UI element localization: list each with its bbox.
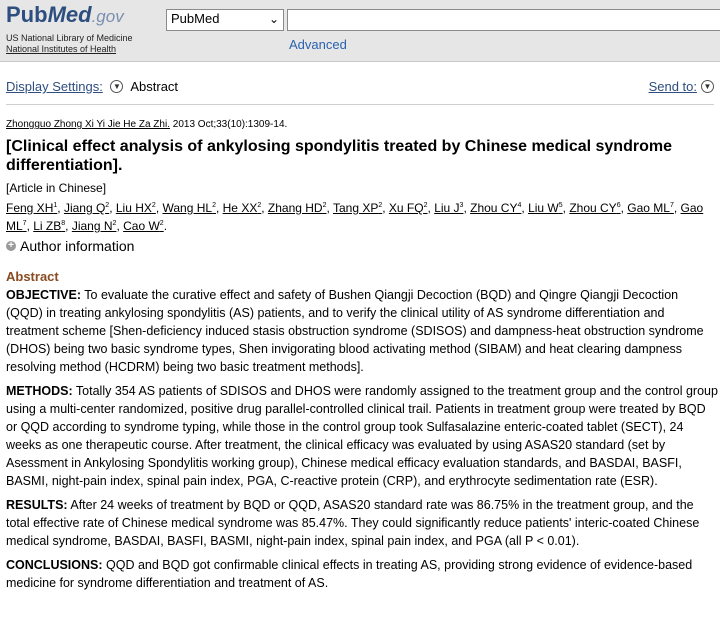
display-toolbar [6, 79, 714, 97]
author-information-toggle[interactable] [6, 238, 134, 254]
send-to-label: Send to: [648, 79, 697, 94]
author-link[interactable]: Cao $W^2$ [123, 219, 164, 233]
author-information-label: Author information [20, 238, 135, 254]
pubmed-logo[interactable] [6, 2, 124, 28]
chevron-down-icon[interactable]: ▼ [110, 80, 123, 93]
chevron-down-icon: ⌄ [268, 12, 279, 26]
format-label: Abstract [130, 79, 179, 94]
logo-gov-text: .gov [91, 7, 124, 26]
nlm-line[interactable]: US National Library of Medicine [6, 33, 133, 43]
abstract-section [6, 556, 718, 592]
citation-details: 2013 Oct;33(10):1309-14. [169, 119, 288, 130]
expand-plus-icon: + [6, 241, 16, 251]
nlm-attribution [6, 33, 133, 55]
author-link[interactable]: Li $ZB^8$ [33, 219, 66, 233]
section-label: OBJECTIVE: [6, 288, 82, 302]
author-link[interactable]: Tang $XP^2$ [332, 201, 383, 215]
logo-pub-text: Pub [6, 2, 48, 27]
author-link[interactable]: Feng $XH^1$ [6, 201, 58, 215]
author-link[interactable]: Gao $ML^7$ [627, 201, 674, 215]
abstract-body [6, 286, 718, 598]
advanced-search-link[interactable]: Advanced [289, 37, 347, 52]
author-link[interactable]: Gao $ML^7$ [6, 201, 704, 233]
citation [6, 119, 287, 130]
abstract-section [6, 496, 718, 550]
abstract-heading: Abstract [6, 269, 59, 284]
search-input[interactable] [287, 9, 720, 31]
journal-link[interactable]: Zhongguo Zhong Xi Yi Jie He Za Zhi. [6, 119, 170, 130]
database-value: PubMed [171, 11, 220, 26]
chevron-down-icon: ▼ [701, 80, 714, 93]
logo-med-text: Med [47, 2, 92, 27]
section-text: To evaluate the curative effect and safety of Bushen Qiangji Decoction (BQD) and Qingre Qiangji Decoction (QQD) in treating ankylosing spondylitis (AS) patients, and to verify the clinical utility of AS syndrome differentiation and treatment scheme [Shen-deficiency induced stasis obstruction syndrome (SDISOS) and dampness-heat obstruction syndrome (DHOS) being two basic syndrome types, Shen invigorating blood activating method (SIBAM) and heat clearing dampness resolving method (HCDRM) being two basic treatment methods]. [6, 288, 704, 374]
author-link[interactable]: Liu $HX^2$ [115, 201, 156, 215]
display-settings-link[interactable]: Display Settings: [6, 79, 103, 94]
database-select[interactable] [166, 9, 284, 31]
author-link[interactable]: Xu $FQ^2$ [388, 201, 428, 215]
section-label: METHODS: [6, 384, 73, 398]
send-to-link[interactable] [649, 79, 714, 95]
section-label: RESULTS: [6, 498, 68, 512]
section-text: After 24 weeks of treatment by BQD or QQD, ASAS20 standard rate was 86.75% in the treatment group, and the total effective rate of Chinese medical syndrome was 85.47%. They could significantly reduce patients' interic-coated Chinese medical syndrome, BASDAI, BASFI, BASMI, night-pain index, spinal pain index, and PGA (all P < 0.01). [6, 498, 700, 548]
author-list: Feng $XH^1$, Jiang $Q^2$, Liu $HX^2$, Wang $HL^2$, He $XX^2$, Zhang $HD^2$, Tang $XP^2$, Xu $FQ^2$, Liu $J^3$, Zhou $CY^4$, Liu $W^5$, Zhou $CY^6$, Gao $ML^7$, Gao $ML^7$, Li $ZB^8$, Jiang $N^2$, Cao $W^2$. [6, 201, 704, 233]
author-link[interactable]: Liu $W^5$ [528, 201, 563, 215]
section-text: QQD and BQD got confirmable clinical effects in treating AS, providing strong evidence of evidence-based medicine for syndrome differentiation and treatment of AS. [6, 558, 693, 590]
article-title: [Clinical effect analysis of ankylosing spondylitis treated by Chinese medical syndrome differentiation]. [6, 138, 672, 174]
author-link[interactable]: Zhang $HD^2$ [267, 201, 327, 215]
masthead [0, 0, 720, 62]
author-link[interactable]: Zhou $CY^6$ [569, 201, 621, 215]
author-link[interactable]: Zhou $CY^4$ [470, 201, 522, 215]
author-link[interactable]: Wang $HL^2$ [162, 201, 216, 215]
section-label: CONCLUSIONS: [6, 558, 103, 572]
divider [6, 104, 714, 105]
author-link[interactable]: Liu $J^3$ [434, 201, 464, 215]
author-link[interactable]: He $XX^2$ [222, 201, 262, 215]
nih-line[interactable]: National Institutes of Health [6, 44, 117, 54]
abstract-section [6, 382, 718, 490]
section-text: Totally 354 AS patients of SDISOS and DHOS were randomly assigned to the treatment group and the control group using a multi-center randomized, positive drug parallel-controlled clinical trail. Patients in treatment group were treated by BQD or QQD according to syndrome typing, while those in the control group took Sulfasalazine enteric-coated tablet (SECT), 24 weeks as one therapeutic course. After treatment, the clinical efficacy was evaluated by using ASAS20 standard (set by Asessment in Ankylosing Spondylitis working group), Chinese medical efficacy evaluation standards, and BASDAI, BASFI, BASMI, night-pain index, spinal pain index, PGA, C-reactive protein (CRP), and erythrocyte sedimentation rate (ESR). [6, 384, 718, 488]
author-link[interactable]: Jiang $N^2$ [71, 219, 117, 233]
article-language: [Article in Chinese] [6, 181, 107, 195]
abstract-section [6, 286, 718, 376]
author-link[interactable]: Jiang $Q^2$ [63, 201, 110, 215]
